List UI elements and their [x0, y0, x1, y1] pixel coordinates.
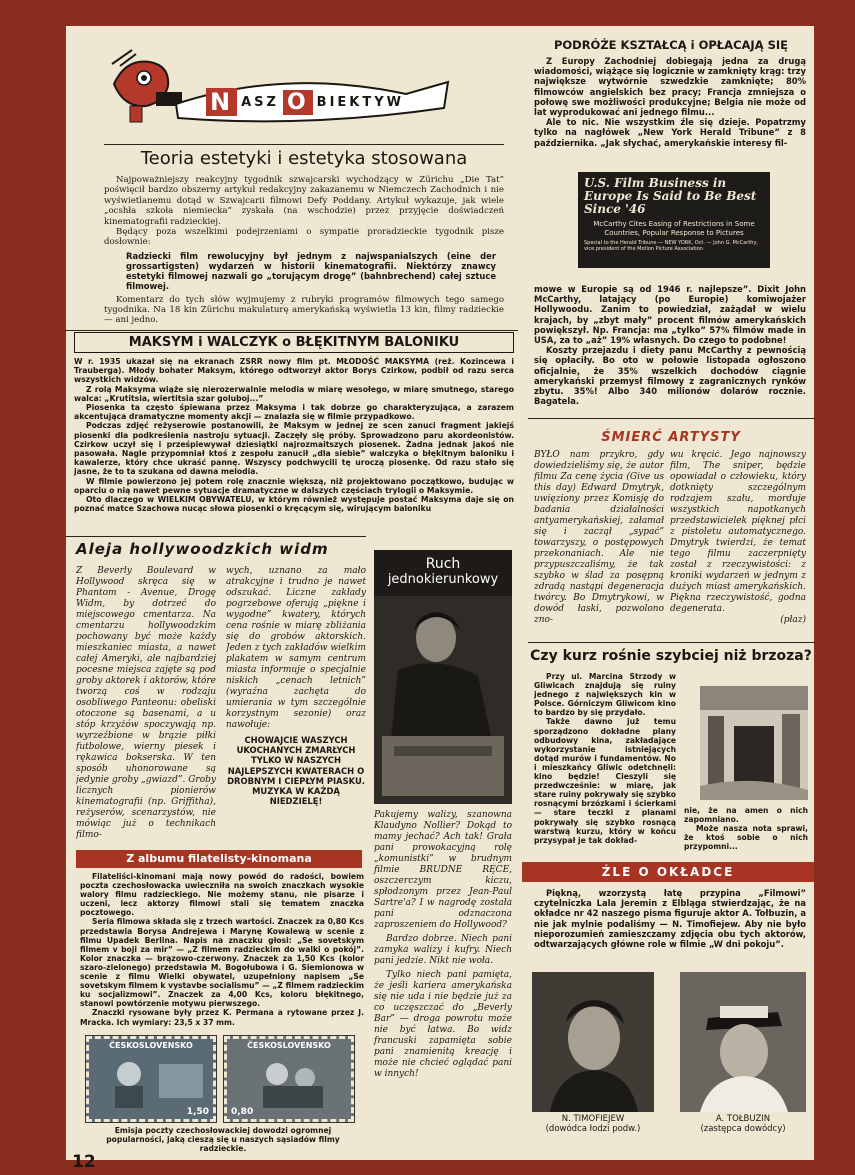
article-title: Czy kurz rośnie szybciej niż brzoza?	[530, 648, 812, 664]
stamp-value: 0,80	[231, 1107, 254, 1117]
article-title: PODRÓŻE KSZTAŁCĄ i OPŁACAJĄ SIĘ	[553, 38, 789, 52]
article-travel-pays	[534, 56, 806, 148]
newspaper-clipping	[578, 172, 770, 268]
paragraph: Seria filmowa składa się z trzech wartości. Znaczek za 0,80 Kcs przedstawia Borysa Andrejewa i Marynę Kowalewą w scenie z filmu Upadek Berlina. Napis na znaczku głosi: „Se sovetskym filmem v boji za mir” — „Z filmem radzieckim do walki o pokój”. Kolor znaczka — brązowo-czerwony. Znaczek za 1,50 Kcs (kolor szaro-zielonego) przedstawia M. Bogołubowa i G. Siemionowa w scenie z filmu Wielki obywatel, uzupełniony napisem „Se sovetskym filmem k vystavbe socialismu” — „Z filmem radzieckim ku socjalizmowi”. Znaczek za 4,00 Kcs, koloru błękitnego, stanowi powtórzenie motywu pierwszego.	[80, 917, 364, 1009]
stamp-country: ČESKOSLOVENSKO	[247, 1041, 331, 1050]
photo-caption-2	[680, 1114, 806, 1134]
paragraph: Oto dlaczego w WIELKIM OBYWATELU, w którym również występuje postać Maksyma daje się on poznać matce Szachowa nucąc słowa piosenki o kręcącym się, wirującym baloniku	[74, 495, 514, 514]
article-col: BYŁO nam przykro, gdy dowiedzieliśmy się, że autor filmu Za cenę życia (Give us this day) Edward Dmytryk, uwięziony przez Komisję do badania działalności antyamerykańskiej, załamał się i zaczął „sypać” towarzyszy, o postępowych przekonaniach. Ale nie przypuszczaliśmy, że tak szybko w ślad za posępną zdradą nastąpi degeneracja twórcy. Bo Dmytrykowi, w dowód łaski, pozwolono zno-	[534, 450, 664, 625]
paragraph: Najpoważniejszy reakcyjny tygodnik szwajcarski wychodzący w Zürichu „Die Tat” poświęcił bardzo obszerny artykuł redakcyjny zakazanemu w Niemczech Zachodnich i nie wyświetlanemu dotąd w Szwajcarii filmowi Defy Poddany. Artykuł wykazuje, jak wiele „ocshła szkoła niemiecka” zyskała (na wschodzie) przez przyjęcie doświadczeń kinematografii radzieckiej.	[104, 175, 504, 227]
paragraph: Znaczki rysowane były przez K. Permana a rytowane przez J. Mracka. Ich wymiary: 23,5 x 37 mm.	[80, 1008, 364, 1027]
article-title: Teoria estetyki i estetyka stosowana	[140, 148, 468, 169]
article-title: ŚMIERĆ ARTYSTY	[601, 430, 741, 445]
paragraph: Koszty przejazdu i diety panu McCarthy z pewnością się opłaciły. Bo oto w połowie listopada ogłoszono oficjalnie, że 35% wszelkich dochodów ciągnie amerykański przemysł filmowy z zagranicznych rynków zbytu. 35%! Albo 340 milionów dolarów rocznie. Bagatela.	[534, 345, 806, 407]
paragraph: wych, uznano za mało atrakcyjne i trudno je nawet odszukać. Liczne zakłady pogrzebowe oferują „piękne i wygodne” kwatery, których cena rośnie w miarę zbliżania się do grobów aktorskich. Jeden z tych zakładów wielkim plakatem w samym centrum miasta informuje o specjalnie niskich „cenach letnich” (wyraźna zachęta do umierania w tym szczególnie korzystnym sezonie) oraz nawołuje:	[226, 566, 366, 730]
page-number: 12	[72, 1152, 96, 1172]
article-col	[670, 450, 806, 658]
stamp-1	[86, 1036, 216, 1122]
photo-label: jednokierunkowy	[387, 572, 499, 587]
masthead-logo	[106, 44, 466, 136]
paragraph: W filmie powierzono jej potem rolę znacznie większą, niż projektowano początkowo, budując w oparciu o nią nawet pewne sytuacje dramatyczne w dalszych częściach trylogii o Maksymie.	[74, 476, 514, 495]
article-title: Aleja hollywoodzkich widm	[76, 540, 329, 558]
paragraph: Pakujemy walizy, szanowna Klaudyno Nollier? Dokąd to mamy jechać? Ach tak! Grała pani prowokacyjną rolę „komunistki” w brudnym filmie BRUDNE RĘCE, oszczerczym kiczu, spłodzonym przez Jean-Paul Sartre'a? I w nagrodę została pani odznaczona zaproszeniem do Hollywood?	[374, 810, 512, 930]
stamp-caption: Emisja poczty czechosłowackiej dowodzi ogromnej popularności, jaką cieszą się u naszych sąsiadów filmy radzieckie.	[106, 1126, 340, 1154]
paragraph: Tylko niech pani pamięta, że jeśli kariera amerykańska się nie uda i nie będzie już za co uczęszczać do „Beverly Bar” — droga powrotu może nie być łatwa. Bo widz francuski zapamięta sobie pani znamienitą kreację i może nie chcieć oglądać pani w innych!	[374, 970, 512, 1079]
clipping-subhead: McCarthy Cites Easing of Restrictions in Some Countries, Popular Response to Pictures	[593, 220, 755, 237]
actor-role: (zastępca dowódcy)	[700, 1124, 786, 1134]
article-travel-pays-cont	[534, 284, 806, 406]
article-title: ŹLE O OKŁADCE	[522, 862, 814, 882]
article-theory-of-aesthetics	[104, 146, 504, 326]
magazine-page	[66, 26, 814, 1160]
article-maksym-waltz	[74, 332, 514, 513]
clipping-body: Special to the Herald Tribune — NEW YORK, Oct. — John G. McCarthy, vice president of the Motion Picture Association	[584, 240, 759, 252]
paragraph: Ale to nic. Nie wszystkim źle się dzieje. Popatrzmy tylko na nagłówek „New York Herald Tribune” z 8 października. „Jak słychać, amerykańskie interesy fil-	[534, 117, 806, 148]
article-col	[226, 566, 366, 864]
paragraph: Z rolą Maksyma wiąże się nierozerwalnie melodia w miarę wesołego, w miarę smutnego, starego walca: „Krutitsia, wiertitsia szar goluboj...”	[74, 384, 514, 403]
paragraph: Z Europy Zachodniej dobiegają jedna za drugą wiadomości, wiążące się logicznie w zamknięty krąg: trzy największe wytwórnie szwedzkie zamknięte; 80% filmowców angielskich bez pracy; Francja zmniejsza o połowę swe możliwości produkcyjne; Belgia nie może od lat wyprodukować ani jednego filmu...	[534, 56, 806, 118]
article-bad-cover: Piękną, wzorzystą łatę przypina „Filmowi” czytelniczka Lala Jeremin z Elbląga stwierdzając, że na okładce nr 42 naszego pisma figuruje aktor A. Tołbuzin, a nie jak mylnie podaliśmy — N. Timofiejew. Aby nie było nieporozumień zamieszczamy zdjęcia obu tych aktorów, odtwarzających główne role w filmie „W dni pokoju”.	[534, 888, 806, 950]
paragraph: Filateliści-kinomani mają nowy powód do radości, bowiem poczta czechosłowacka uwieczniła na swoich znaczkach wysokie walory filmu radzieckiego. Nie możemy stanu, nie pisarze i uczeni, lecz aktorzy filmowi stali się tematem znaczka pocztowego.	[80, 872, 364, 918]
paragraph: Bardzo dobrze. Niech pani zamyka walizy i kufry. Niech pani jedzie. Nikt nie woła.	[374, 934, 512, 966]
paragraph: mowe w Europie są od 1946 r. najlepsze”. Dixit John McCarthy, latający (po Europie) komiwojażer Hollywoodu. Zanim to powiedział, zażądał w wielu krajach, by „zbyt mały” procent filmów amerykańskich powiększył. Np. Francja: ma „tylko” 57% filmów made in USA, za to „aż” 19% własnych. Do czego to podobne!	[534, 284, 806, 346]
stamp-country: ČESKOSLOVENSKO	[109, 1041, 193, 1050]
stamp-portrait-icon	[89, 1050, 213, 1110]
masthead-n: N	[206, 88, 237, 116]
caps-slogan: CHOWAJCIE WASZYCH UKOCHANYCH ZMARŁYCH TYLKO W NASZYCH NAJLEPSZYCH KWATERACH O DROBNYM I CIEPŁYM PIASKU. MUZYKA W KAŻDĄ NIEDZIELĘ!	[227, 735, 365, 807]
actor-name: N. TIMOFIEJEW	[561, 1114, 625, 1124]
photo-label: Ruch	[425, 556, 461, 572]
paragraph: Komentarz do tych słów wyjmujemy z rubryki programów filmowych tego samego tygodnika. Na 18 kin Zürichu makulaturę amerykańską wyświetla 13 kin, filmy radzieckie — ani jedno.	[104, 294, 504, 326]
stamp-soldiers-icon	[227, 1050, 351, 1110]
article-dust-birch-cont	[684, 806, 808, 851]
paragraph: nie, że na amen o nich zapomniano.	[684, 806, 808, 825]
quote: Radziecki film rewolucyjny był jednym z najwspanialszych (eine der grossartigsten) wydarzeń w historii kinematografii. Niektórzy znawcy estetyki filmowej nazwali go „torującym drogę” (bahnbrechend) całej sztuce filmowej.	[126, 250, 496, 292]
stamp-value: 1,50	[186, 1107, 209, 1117]
paragraph: wu kręcić. Jego najnowszy film, The sniper, będzie opowiadał o człowieku, który dotknięty szczególnym rodzajem szału, morduje wszystkich napotkanych przedstawicielek pięknej płci z pistoletu automatycznego. Dmytryk twierdzi, że temat tego filmu zaczerpnięty został z rzeczywistości: z kroniki wydarzeń w jednym z dużych miast amerykańskich. Piękna rzeczywistość, godna degeneratа.	[670, 450, 806, 614]
article-one-way-traffic	[374, 810, 512, 1080]
photo-timofiejew	[532, 972, 654, 1112]
stamp-2	[224, 1036, 354, 1122]
paragraph: Podczas zdjęć reżyserowie postanowili, że Maksym w jednej ze scen zanuci fragment jakiejś piosenki dla podkreślenia nastroju sytuacji. Zaczęły się próby. Sprowadzono paru akordeonistów. Czirkow uczył się i prześpiewywał dziesiątki najrozmaitszych piosenek. Żadna jednak jakoś nie pasowała. Nagle przypomniał ktoś z zespołu zanucił „dla siebie” walczyka o błękitnym baloniku i kawalerze, który chce ukraść pannę. Wszyscy podchwycili tę uroczą piosenkę. Od razu stało się jasne, że to ta szukana od dawna melodia.	[74, 421, 514, 477]
paragraph: Będący poza wszelkimi podejrzeniami o sympatie proradzieckie tygodnik pisze dosłownie:	[104, 227, 504, 248]
actor-name: A. TOŁBUZIN	[715, 1114, 771, 1124]
article-col: Z Beverly Boulevard w Hollywood skręca się w Phantom - Avenue, Drogę Widm, by dotrzeć do miejscowego cmentarza. Na cmentarzu hollywoodzkim pochowany być może każdy mieszkaniec miasta, a nawet całej Ameryki, ale najbardziej pocesne miejsca zajęte są pod groby aktorek i aktorów, które tworzą coś w rodzaju osobliwego Panteonu: obeliski otoczone są basenami, a u stóp krzyżów spoczywają np. wyrzeźbione w brązie piłki futbolowe, wierny piesek i rękawica bokserska. W ten sposób uhonorowane są jedynie groby „gwiazd”. Groby licznych pionierów kinematografii (np. Griffitha), reżyserów, scenarzystów, nie mówiąc już o technikach filmo-	[76, 566, 216, 840]
clipping-headline: U.S. Film Business in Europe Is Said to Be Best Since '46	[584, 176, 757, 216]
photo-claudine-nollier	[374, 550, 512, 804]
masthead-biektyw: BIEKTYW	[316, 94, 404, 110]
photo-tolbuzin	[680, 972, 806, 1112]
signature: (płaz)	[780, 615, 806, 625]
article-dust-birch	[534, 672, 676, 858]
article-philatelist-album	[80, 872, 364, 1027]
paragraph: Piosenka ta często śpiewana przez Maksyma i tak dobrze go charakteryzująca, a zarazem akcentująca dramatyczne momenty akcji — znalazła się w filmie przypadkowo.	[74, 403, 514, 422]
masthead-o: O	[283, 90, 313, 115]
paragraph: Także dawno już temu sporządzono dokładne plany odbudowy kina, zakładające wykorzystanie istniejących dotąd murów i fundamentów. No i mieszkańcy Gliwic odetchnęli: kino będzie! Cieszyli się przedwcześnie: w miarę, jak stare ruiny pokrywały się szybko rosnącymi brzózkami i ścierkami — stare teczki z planami pokrywały się szybko rosnącą warstwą kurzu, który w końcu przysypał je tak dokład-	[534, 717, 676, 845]
paragraph: Może nasza nota sprawi, że ktoś sobie o nich przypomni...	[684, 824, 808, 852]
article-title: MAKSYM i WALCZYK o BŁĘKITNYM BALONIKU	[74, 332, 514, 353]
masthead-asz: ASZ	[241, 94, 279, 110]
actor-role: (dowódca łodzi podw.)	[545, 1124, 641, 1134]
photo-caption-1	[532, 1114, 654, 1134]
paragraph: W r. 1935 ukazał się na ekranach ZSRR nowy film pt. MŁODOŚĆ MAKSYMA (reż. Kozincewa i Trauberga). Młody bohater Maksym, którego odtworzył aktor Borys Czirkow, podbił od razu serca wszystkich widzów.	[74, 357, 514, 385]
photo-cinema-ruins	[700, 686, 808, 800]
paragraph: Przy ul. Marcina Strzody w Gliwicach znajdują się ruiny jednego z największych kin w Polsce. Górniczym Gliwicom kino to bardzo by się przydało.	[534, 672, 676, 718]
article-title: Z albumu filatelisty-kinomana	[76, 850, 362, 868]
